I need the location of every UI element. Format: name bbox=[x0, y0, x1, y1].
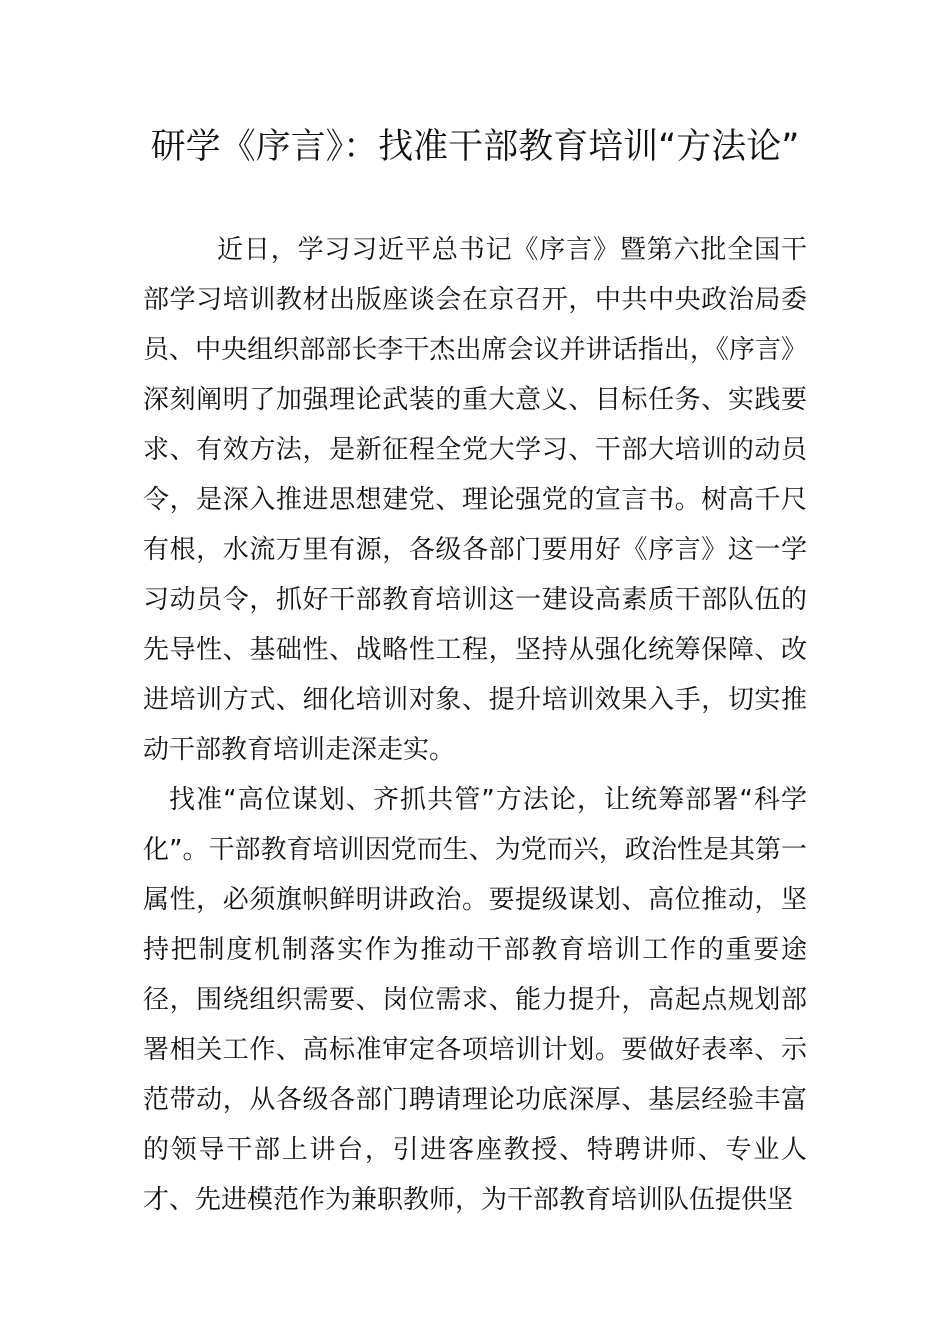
document-title: 研学《序言》：找准干部教育培训“方法论” bbox=[150, 127, 800, 167]
paragraph-intro: 近日，学习习近平总书记《序言》暨第六批全国干部学习培训教材出版座谈会在京召开，中共中央政治局委员、中央组织部部长李干杰出席会议并讲话指出，《序言》深刻阐明了加强理论武装的重大意义、目标任务、实践要求、有效方法，是新征程全党大学习、干部大培训的动员令，是深入推进思想建党、理论强党的宣言书。树高千尺有根，水流万里有源，各级各部门要用好《序言》这一学习动员令，抓好干部教育培训这一建设高素质干部队伍的先导性、基础性、战略性工程，坚持从强化统筹保障、改进培训方式、细化培训对象、提升培训效果入手，切实推动干部教育培训走深走实。 bbox=[143, 235, 807, 765]
document-body bbox=[143, 225, 807, 1225]
paragraph-method: 找准“高位谋划、齐抓共管”方法论，让统筹部署“科学化”。干部教育培训因党而生、为党而兴，政治性是其第一属性，必须旗帜鲜明讲政治。要提级谋划、高位推动，坚持把制度机制落实作为推动干部教育培训工作的重要途径，围绕组织需要、岗位需求、能力提升，高起点规划部署相关工作、高标准审定各项培训计划。要做好表率、示范带动，从各级各部门聘请理论功底深厚、基层经验丰富的领导干部上讲台，引进客座教授、特聘讲师、专业人才、先进模范作为兼职教师，为干部教育培训队伍提供坚 bbox=[143, 785, 807, 1215]
